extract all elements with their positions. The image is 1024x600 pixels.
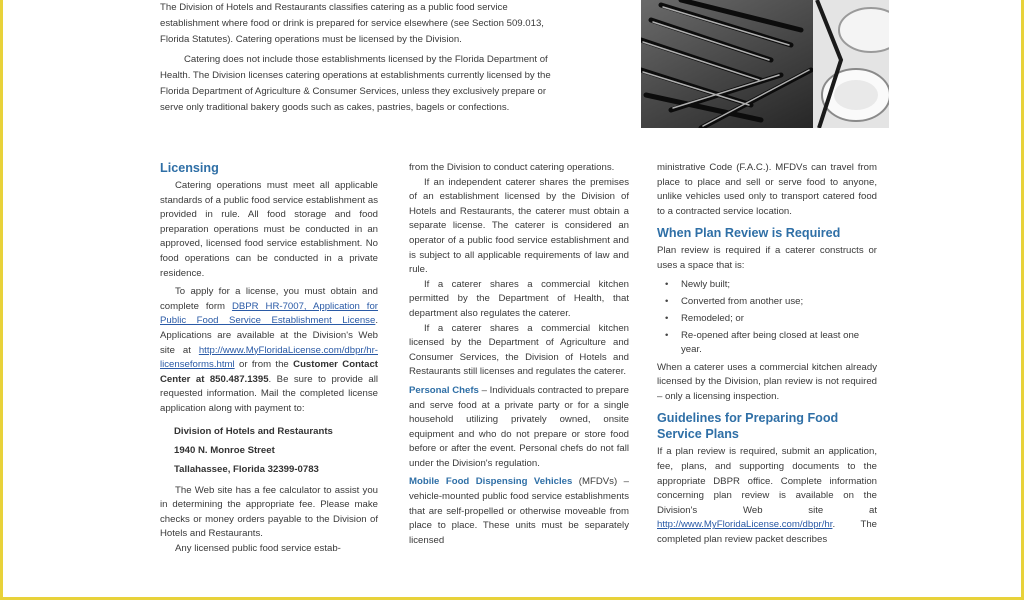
mfdv-label: Mobile Food Dispensing Vehicles	[409, 476, 573, 488]
intro-paragraph-2: Catering does not include those establishments licensed by the Florida Department of Health. The Division licenses catering operations at establishments currently licensed by the Florida Department of Agriculture & Consumer Services, unless they exclusively prepare or serve only traditional bakery goods such as cakes, pastries, bagels or confections.	[160, 53, 551, 114]
guidelines-paragraph: If a plan review is required, submit an application, fee, plans, and supporting documents to the appropriate DBPR office. Complete information concerning plan review is available on the Division's Web site at http://www.MyFloridaLicense.com/dbpr/hr. The completed plan review packet describes	[657, 446, 877, 545]
commercial-kitchen-paragraph: When a caterer uses a commercial kitchen already licensed by the Division, plan review is not required – only a licensing inspection.	[657, 361, 877, 402]
bullet-item: • Converted from another use;	[665, 295, 877, 309]
catering-cutlery-photo	[641, 0, 889, 128]
bullet-item: • Re-opened after being closed at least one year.	[665, 329, 877, 357]
application-form-link[interactable]: DBPR HR-7007, Application for Public Food Service Establishment License	[160, 300, 379, 327]
column-1	[160, 160, 378, 556]
personal-chefs-label: Personal Chefs	[409, 384, 479, 396]
col2-paragraph-1: from the Division to conduct catering operations.	[409, 162, 615, 173]
col2-paragraph-2: If an independent caterer shares the premises of an establishment licensed by the Division of Hotels and Restaurants, the caterer must obtain a separate license. The caterer is considered an operator of a public food service establishment and is subject to all applicable requirements of law and rule.	[409, 176, 629, 276]
col2-paragraph-3: If a caterer shares a commercial kitchen permitted by the Department of Health, that department also regulates the caterer.	[409, 278, 629, 319]
address-line-1: Division of Hotels and Restaurants	[174, 425, 333, 437]
address-line-2: 1940 N. Monroe Street	[174, 444, 275, 456]
license-forms-url-link[interactable]: http://www.MyFloridaLicense.com/dbpr/hr-licenseforms.html	[160, 344, 378, 371]
intro-paragraph-1: The Division of Hotels and Restaurants classifies catering as a public food service establishment where food or drink is prepared for service elsewhere (see Section 509.013, Florida Statutes). Catering operations must be licensed by the Division.	[160, 2, 544, 46]
personal-chefs-paragraph: Personal Chefs – Individuals contracted to prepare and serve food at a private party or for a single household utilizing privately owned, onsite equipment and who do not prepare or store food before or after the event. Personal chefs do not fall under the Division's regulation.	[409, 384, 629, 469]
licensing-paragraph-2: To apply for a license, you must obtain and complete form DBPR HR-7007, Application for Public Food Service Establishment License. Applications are available at the Division's Web site at http://www.MyFloridaLicense.com/dbpr/hr-licenseforms.html or from the Customer Contact Center at 850.487.1395. Be sure to provide all requested information. Mail the completed license application along with payment to:	[160, 286, 379, 414]
intro-section	[160, 0, 568, 116]
bullet-item: • Remodeled; or	[665, 312, 877, 326]
col2-paragraph-4: If a caterer shares a commercial kitchen licensed by the Department of Agriculture and Consumer Services, the Division of Hotels and Restaurants still licenses and regulates the caterer.	[409, 322, 629, 378]
col3-paragraph-1: ministrative Code (F.A.C.). MFDVs can travel from place to place and sell or serve food to anyone, unlike vehicles used only to transport catered food to a contracted service location.	[657, 162, 877, 217]
heading-licensing: Licensing	[160, 161, 219, 175]
cutlery-image-illustration	[641, 0, 889, 128]
document-page	[3, 0, 1021, 597]
column-2	[409, 161, 629, 548]
heading-guidelines: Guidelines for Preparing Food Service Plans	[657, 411, 839, 442]
plan-review-paragraph: Plan review is required if a caterer constructs or uses a space that is:	[657, 245, 877, 271]
bullet-item: • Newly built;	[665, 278, 877, 292]
plan-review-bullets	[665, 278, 877, 357]
licensing-paragraph-3: The Web site has a fee calculator to assist you in determining the appropriate fee. Please make checks or money orders payable to the Division of Hotels and Restaurants.	[160, 484, 378, 540]
heading-plan-review: When Plan Review is Required	[657, 226, 841, 241]
customer-contact-center: Customer Contact Center at 850.487.1395	[160, 359, 378, 385]
mailing-address	[174, 422, 378, 479]
plan-review-url-link[interactable]: http://www.MyFloridaLicense.com/dbpr/hr	[657, 519, 833, 531]
licensing-paragraph-4: Any licensed public food service estab-	[175, 542, 341, 554]
address-line-3: Tallahassee, Florida 32399-0783	[174, 463, 319, 475]
licensing-paragraph-1: Catering operations must meet all applicable standards of a public food service establishment as provided in rule. All food storage and food preparation operations must be conducted in an approved, licensed food service establishment. No food operations can be conducted in a private residence.	[160, 180, 378, 279]
column-3	[657, 161, 877, 548]
mfdv-paragraph: Mobile Food Dispensing Vehicles (MFDVs) – vehicle-mounted public food service establishments that are self-propelled or otherwise moveable from place to place. These units must be separately licensed	[409, 476, 629, 546]
